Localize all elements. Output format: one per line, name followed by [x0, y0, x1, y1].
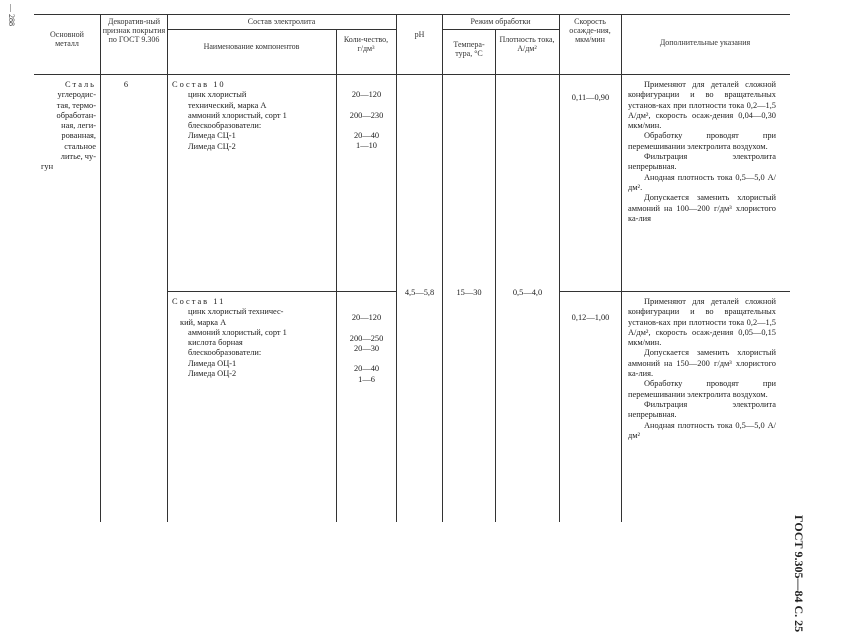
header-current-density: Плотность тока, А/дм² — [499, 35, 555, 53]
quantity-value: 20—40 — [353, 364, 380, 374]
component-name: блескообразователи: — [188, 348, 262, 358]
header-ph: pH — [414, 30, 425, 39]
mode-subheader-line — [442, 29, 559, 30]
quantity-value — [337, 354, 396, 364]
base-metal-line: ная, леги- — [61, 121, 96, 131]
document-side-title: ГОСТ 9.305—84 С. 25 — [792, 515, 806, 632]
component-name: Лимеда СЦ-2 — [188, 141, 236, 151]
note-paragraph: Обработку проводят при перемешивании электролита воздухом. — [628, 379, 776, 399]
note-paragraph: Анодная плотность тока 0,5—5,0 А/дм². — [628, 172, 776, 192]
header-electrolyte: Состав электролита — [247, 17, 316, 26]
component-name: Лимеда СЦ-1 — [188, 131, 236, 141]
component-name: Лимеда ОЦ-1 — [188, 358, 237, 368]
quantity-value: 200—250 — [349, 333, 384, 343]
header-notes: Дополнительные указания — [659, 38, 751, 47]
header-decor: Декоратив-ный признак покрытия по ГОСТ 9.306 — [102, 17, 166, 44]
component-name: технический, марка А — [188, 100, 267, 110]
composition-10-quantities — [337, 90, 396, 152]
component-name: Лимеда ОЦ-2 — [188, 369, 237, 379]
quantity-value — [337, 323, 396, 333]
col-line-5 — [442, 14, 443, 522]
composition-title: Состав 10 — [172, 80, 226, 89]
header-base-metal: Основной металл — [50, 30, 84, 48]
composition-divider — [167, 291, 396, 292]
composition-11-quantities — [337, 313, 396, 385]
quantity-value: 200—230 — [349, 110, 384, 120]
composition-11-block — [172, 297, 332, 379]
col-line-4 — [396, 14, 397, 522]
col-line-7 — [559, 14, 560, 522]
base-metal-line: стальное — [64, 141, 96, 151]
header-deposition-rate: Скорость осажде-ния, мкм/мин — [569, 17, 611, 44]
component-name: кислота борная — [188, 338, 243, 348]
note-paragraph: Применяют для деталей сложной конфигурации и во вращательных установ-ках при плотности тока 0,2—1,5 А/дм², скорость осаж-дения 0,04—0,30 мкм/мин. — [628, 80, 776, 131]
composition-title: Состав 11 — [172, 297, 226, 306]
notes-composition-11 — [628, 297, 776, 441]
note-paragraph: Фильтрация электролита непрерывная. — [628, 152, 776, 172]
component-name: цинк хлористый — [188, 90, 247, 100]
quantity-value — [337, 100, 396, 110]
component-name: кий, марка А — [180, 317, 227, 327]
quantity-value — [337, 121, 396, 131]
page-number-marker: — 288 — [7, 4, 16, 26]
note-paragraph: Допускается заменить хлористый аммоний на 100—200 г/дм³ хлористого ка-лия — [628, 193, 776, 223]
quantity-value: 20—120 — [351, 313, 382, 322]
base-metal-line: тая, термо- — [56, 100, 96, 110]
quantity-value: 1—10 — [356, 141, 377, 151]
ph-value: 4,5—5,8 — [404, 288, 435, 297]
composition-10-block — [172, 80, 332, 152]
table-top-border — [34, 14, 790, 15]
base-metal-line: литье, чу- — [60, 152, 96, 162]
decor-value: 6 — [123, 80, 129, 89]
component-name: цинк хлористый техничес- — [188, 307, 284, 317]
base-metal-line: гун — [41, 162, 54, 172]
header-temperature: Темпера-тура, °С — [453, 40, 485, 58]
component-name: аммоний хлористый, сорт 1 — [188, 110, 287, 120]
temperature-value: 15—30 — [456, 288, 482, 297]
note-paragraph: Применяют для деталей сложной конфигурации и во вращательных установ-ках при плотности тока 0,2—1,5 А/дм², скорость осаж-дения 0,05—0,15 мкм/мин. — [628, 297, 776, 348]
col-line-2 — [167, 14, 168, 522]
component-name: блескообразователи: — [188, 121, 262, 131]
quantity-value: 1—6 — [358, 374, 375, 384]
col-line-6 — [495, 29, 496, 522]
component-name: аммоний хлористый, сорт 1 — [188, 327, 287, 337]
note-paragraph: Фильтрация электролита непрерывная. — [628, 399, 776, 420]
header-bottom-border — [34, 74, 790, 75]
note-paragraph: Обработку проводят при перемешивании электролита воздухом. — [628, 131, 776, 151]
header-components: Наименование компонентов — [203, 42, 300, 51]
header-quantity: Коли-чество, г/дм³ — [343, 35, 389, 53]
note-paragraph: Анодная плотность тока 0,5—5,0 А/дм² — [628, 420, 776, 440]
base-metal-cell — [36, 80, 96, 173]
base-metal-line: углеродис- — [57, 90, 96, 100]
col-line-8 — [621, 14, 622, 522]
base-metal-line: Сталь — [64, 80, 96, 89]
electrolyte-subheader-line — [167, 29, 396, 30]
notes-composition-10 — [628, 80, 776, 224]
composition-divider-right — [559, 291, 790, 292]
header-mode: Режим обработки — [470, 17, 531, 26]
quantity-value: 20—30 — [353, 343, 380, 353]
base-metal-line: рованная, — [61, 131, 96, 141]
quantity-value: 20—120 — [351, 90, 382, 99]
base-metal-line: обработан- — [56, 110, 96, 120]
deposition-rate-10: 0,11—0,90 — [571, 93, 610, 102]
note-paragraph: Допускается заменить хлористый аммоний на 150—200 г/дм³ хлористого ка-лия. — [628, 348, 776, 379]
current-density-value: 0,5—4,0 — [512, 288, 543, 297]
quantity-value: 20—40 — [353, 131, 380, 141]
deposition-rate-11: 0,12—1,00 — [571, 313, 610, 322]
